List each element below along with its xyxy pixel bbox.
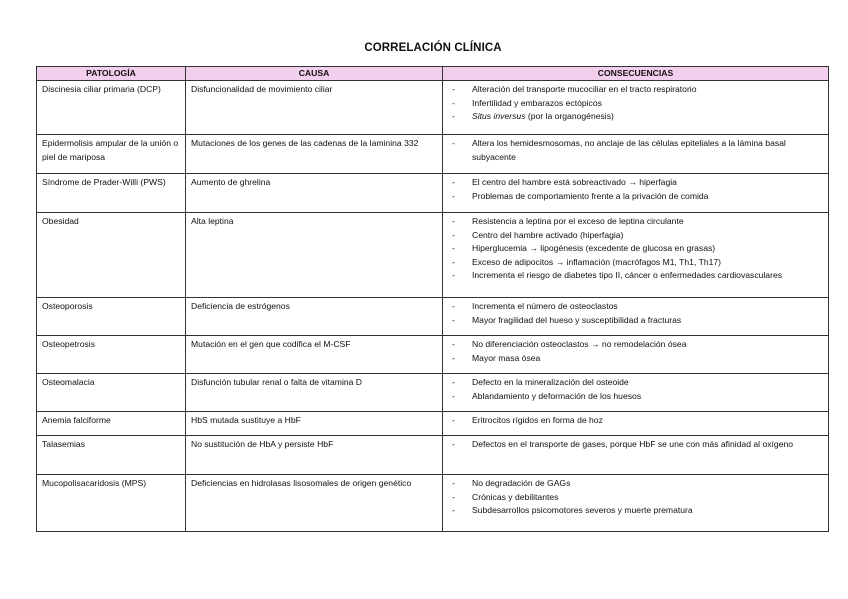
italic-term: Situs inversus <box>472 111 526 122</box>
list-item: - Incrementa el riesgo de diabetes tipo II, cáncer o enfermedades cardiovasculares <box>448 269 823 283</box>
cell-consecuencias <box>443 412 829 436</box>
list-item: - Infertilidad y embarazos ectópicos <box>448 97 823 111</box>
cell-consecuencias <box>443 475 829 532</box>
page-title: CORRELACIÓN CLÍNICA <box>364 42 502 54</box>
list-item: - Crónicas y debilitantes <box>448 491 823 505</box>
correlation-table <box>36 66 829 532</box>
cell-causa: Alta leptina <box>186 213 443 298</box>
cell-causa: Mutación en el gen que codifica el M-CSF <box>186 336 443 374</box>
list-item: - No diferenciación osteoclastos → no remodelación ósea <box>448 338 823 352</box>
table-row <box>37 81 829 135</box>
table-row <box>37 135 829 174</box>
table-row <box>37 298 829 336</box>
cell-causa: Aumento de ghrelina <box>186 174 443 213</box>
list-item: - El centro del hambre está sobreactivado → hiperfagia <box>448 176 823 190</box>
table-row <box>37 213 829 298</box>
list-item: - Hiperglucemia → lipogénesis (excedente de glucosa en grasas) <box>448 242 823 256</box>
cell-patologia: Osteoporosis <box>37 298 186 336</box>
list-item-text: (por la organogénesis) <box>527 111 614 122</box>
cell-consecuencias <box>443 298 829 336</box>
table-row <box>37 336 829 374</box>
cell-causa: Deficiencia de estrógenos <box>186 298 443 336</box>
cell-patologia: Talasemias <box>37 436 186 475</box>
cell-consecuencias <box>443 81 829 135</box>
list-item <box>448 110 823 124</box>
list-item: - Subdesarrollos psicomotores severos y muerte prematura <box>448 504 823 518</box>
header-consecuencias: CONSECUENCIAS <box>443 67 829 81</box>
cell-consecuencias <box>443 336 829 374</box>
cell-patologia: Epidermolisis ampular de la unión o piel de mariposa <box>37 135 186 174</box>
table-header-row <box>37 67 829 81</box>
cell-consecuencias <box>443 374 829 412</box>
cell-consecuencias <box>443 174 829 213</box>
table-row <box>37 412 829 436</box>
cell-patologia: Osteomalacia <box>37 374 186 412</box>
table-row <box>37 436 829 475</box>
cell-patologia: Mucopolisacaridosis (MPS) <box>37 475 186 532</box>
list-item: - Problemas de comportamiento frente a la privación de comida <box>448 190 823 204</box>
table-row <box>37 174 829 213</box>
list-item: - Ablandamiento y deformación de los huesos <box>448 390 823 404</box>
table-row <box>37 374 829 412</box>
header-patologia: PATOLOGÍA <box>37 67 186 81</box>
cell-consecuencias <box>443 213 829 298</box>
cell-causa: Disfunción tubular renal o falta de vitamina D <box>186 374 443 412</box>
list-item: - Defecto en la mineralización del osteoide <box>448 376 823 390</box>
cell-patologia: Anemia falciforme <box>37 412 186 436</box>
header-causa: CAUSA <box>186 67 443 81</box>
list-item: - Mayor fragilidad del hueso y susceptibilidad a fracturas <box>448 314 823 328</box>
list-item: - Incrementa el número de osteoclastos <box>448 300 823 314</box>
cell-causa: HbS mutada sustituye a HbF <box>186 412 443 436</box>
cell-patologia: Osteopetrosis <box>37 336 186 374</box>
cell-patologia: Obesidad <box>37 213 186 298</box>
table-row <box>37 475 829 532</box>
list-item: - Mayor masa ósea <box>448 352 823 366</box>
list-item: - Altera los hemidesmosomas, no anclaje de las células epiteliales a la lámina basal subyacente <box>448 137 823 164</box>
cell-causa: No sustitución de HbA y persiste HbF <box>186 436 443 475</box>
cell-patologia: Discinesia ciliar primaria (DCP) <box>37 81 186 135</box>
list-item: - Alteración del transporte mucociliar en el tracto respiratorio <box>448 83 823 97</box>
list-item: - Resistencia a leptina por el exceso de leptina circulante <box>448 215 823 229</box>
cell-causa: Mutaciones de los genes de las cadenas de la laminina 332 <box>186 135 443 174</box>
list-item: - Eritrocitos rígidos en forma de hoz <box>448 414 823 428</box>
list-item: - Centro del hambre activado (hiperfagia) <box>448 229 823 243</box>
cell-consecuencias <box>443 436 829 475</box>
list-item: - No degradación de GAGs <box>448 477 823 491</box>
list-item: - Defectos en el transporte de gases, porque HbF se une con más afinidad al oxígeno <box>448 438 823 452</box>
list-item: - Exceso de adipocitos → inflamación (macrófagos M1, Th1, Th17) <box>448 256 823 270</box>
cell-patologia: Síndrome de Prader-Willi (PWS) <box>37 174 186 213</box>
cell-consecuencias <box>443 135 829 174</box>
cell-causa: Deficiencias en hidrolasas lisosomales de origen genético <box>186 475 443 532</box>
cell-causa: Disfuncionalidad de movimiento ciliar <box>186 81 443 135</box>
